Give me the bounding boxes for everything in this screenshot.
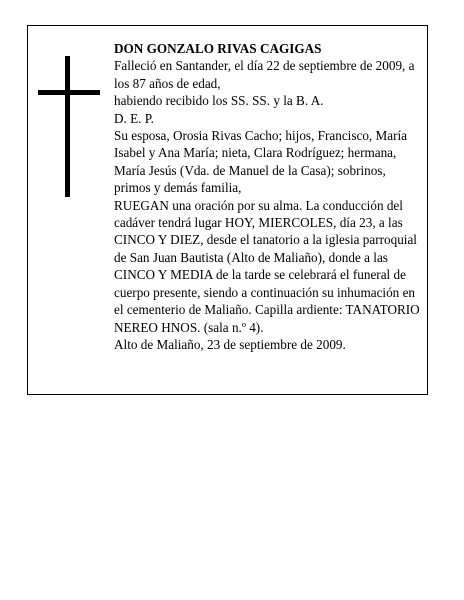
obituary-notice	[27, 25, 428, 395]
family-line: Su esposa, Orosia Rivas Cacho; hijos, Francisco, María Isabel y Ana María; nieta, Clara Rodríguez; hermana, María Jesús (Vda. de Manuel de la Casa); sobrinos, primos y demás familia,	[114, 128, 408, 196]
cross-icon	[38, 56, 100, 197]
cross-vertical-bar	[65, 56, 70, 197]
place-date-line: Alto de Maliaño, 23 de septiembre de 2009.	[114, 336, 346, 352]
rip-line: D. E. P.	[114, 110, 154, 126]
funeral-details: RUEGAN una oración por su alma. La conducción del cadáver tendrá lugar HOY, MIERCOLES, día 23, a las CINCO Y DIEZ, desde el tanatorio a la iglesia parroquial de San Juan Bautista (Alto de Maliaño), donde a las CINCO Y MEDIA de la tarde se celebrará el funeral de cuerpo presente, siendo a continuación su inhumación en el cementerio de Maliaño. Capilla ardiente: TANATORIO NEREO HNOS. (sala n.º 4).	[114, 197, 420, 335]
deceased-name: DON GONZALO RIVAS CAGIGAS	[114, 41, 322, 56]
death-info: Falleció en Santander, el día 22 de septiembre de 2009, a los 87 años de edad,	[114, 58, 415, 91]
sacraments-line: habiendo recibido los SS. SS. y la B. A.	[114, 93, 324, 109]
cross-horizontal-bar	[38, 90, 100, 95]
obituary-text	[114, 40, 422, 353]
